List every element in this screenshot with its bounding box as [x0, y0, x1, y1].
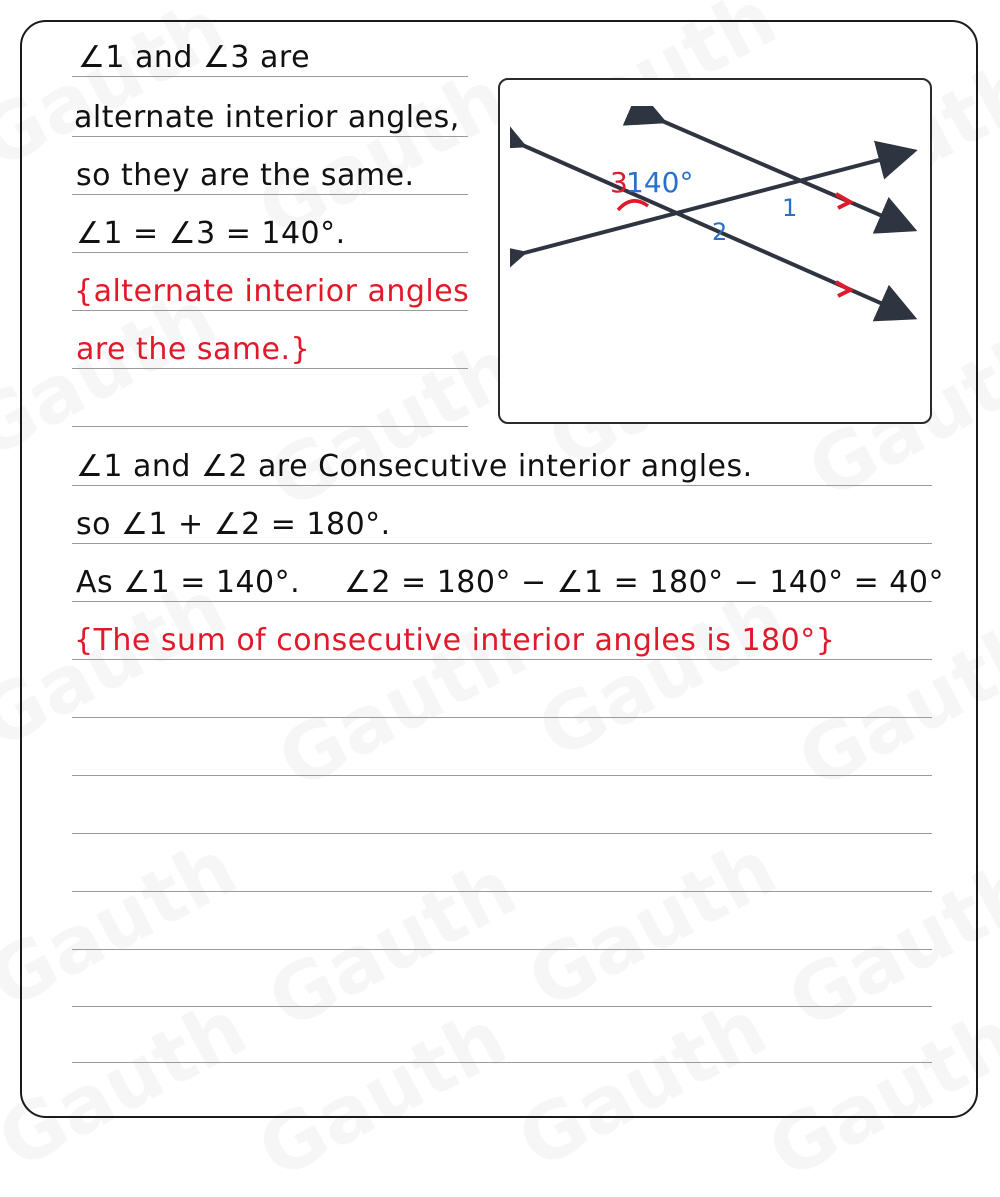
ruled-line: [72, 368, 468, 369]
answer-line-sum-equation: so ∠1 + ∠2 = 180°.: [76, 507, 391, 542]
answer-line-equation: ∠1 = ∠3 = 140°.: [76, 216, 346, 251]
ruled-line: [72, 717, 932, 718]
answer-line-given: As ∠1 = 140°.: [76, 565, 301, 600]
parallel-marker-bottom: [836, 282, 850, 296]
parallel-lines-diagram: [510, 106, 924, 368]
reason-line-1: {alternate interior angles: [74, 274, 470, 309]
answer-line-consecutive-interior: ∠1 and ∠2 are Consecutive interior angles.: [76, 449, 753, 484]
answer-line-result: ∠2 = 180° − ∠1 = 180° − 140° = 40°: [344, 565, 944, 600]
ruled-line: [72, 601, 932, 602]
angle-measure-label: 140°: [626, 166, 694, 199]
ruled-line: [72, 833, 932, 834]
answer-line-alternate-interior: alternate interior angles,: [74, 100, 460, 135]
ruled-line: [72, 949, 932, 950]
ruled-line: [72, 891, 932, 892]
angle-label-3: 3: [610, 166, 628, 199]
angle-label-2: 2: [712, 218, 728, 246]
ruled-line: [72, 194, 468, 195]
ruled-line: [72, 76, 468, 77]
ruled-line: [72, 252, 468, 253]
ruled-line: [72, 310, 468, 311]
ruled-line: [72, 775, 932, 776]
ruled-line: [72, 426, 468, 427]
ruled-line: [72, 485, 932, 486]
reason-line-consecutive: {The sum of consecutive interior angles is 180°}: [74, 623, 836, 658]
answer-line-same: so they are the same.: [76, 158, 415, 193]
ruled-line: [72, 659, 932, 660]
angle-3-arc: [618, 201, 648, 210]
ruled-line: [72, 136, 468, 137]
reason-line-2: are the same.}: [76, 332, 311, 367]
geometry-figure-card: [498, 78, 932, 424]
answer-line-angle-pair: ∠1 and ∠3 are: [78, 40, 311, 75]
angle-label-1: 1: [782, 194, 798, 222]
ruled-line: [72, 1062, 932, 1063]
ruled-line: [72, 1006, 932, 1007]
ruled-line: [72, 543, 932, 544]
